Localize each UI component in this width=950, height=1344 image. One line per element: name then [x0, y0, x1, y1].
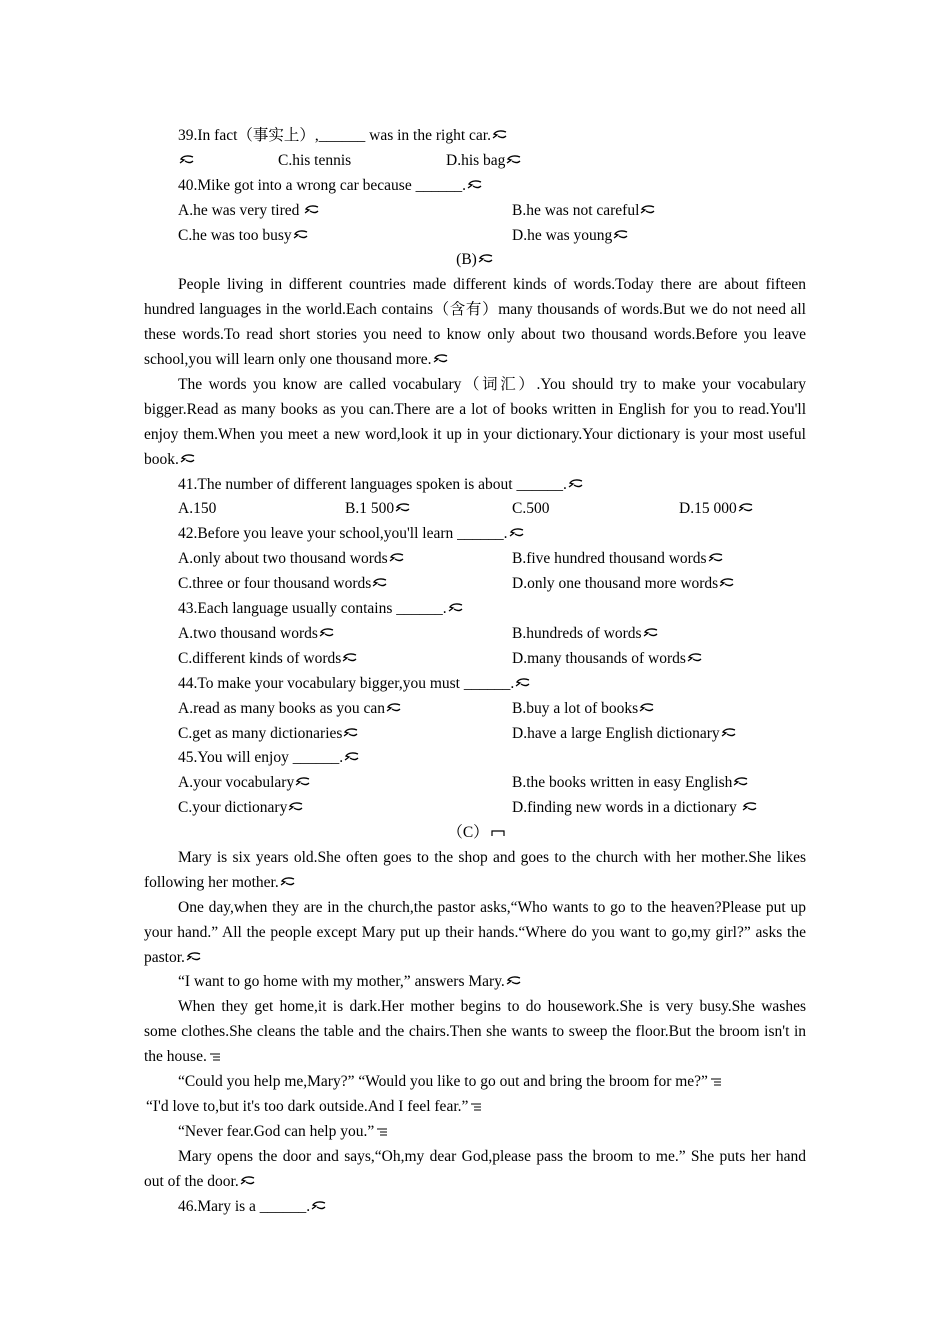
line-break-mark-icon [179, 155, 195, 165]
paragraph-mark-icon [710, 1076, 722, 1086]
question-43-stem: 43.Each language usually contains ______. [144, 597, 806, 622]
option-d: D.finding new words in a dictionary [512, 796, 758, 821]
option-c: C.500 [512, 500, 550, 518]
question-45-options-row1 [144, 771, 806, 796]
line-break-mark-icon [186, 952, 202, 962]
empty-option-mark [178, 149, 195, 174]
passage-b-paragraph-1: People living in different countries made different kinds of words.Today there are about fifteen hundred languages in the world.Each contains（含有）many thousands of words.But we do not need all these words.To read short stories you need to know only about two thousand words.Before you leave school,you will learn only one thousand more. [144, 276, 806, 369]
document-page [144, 124, 806, 1220]
line-break-mark-icon [293, 230, 309, 240]
question-40-options-row1 [144, 199, 806, 224]
passage-b-paragraph-2: The words you know are called vocabulary（词汇）.You should try to make your vocabulary bigger.Read as many books as you can.There are a lot of books written in English for you to read.You'll enjoy them.When you meet a new word,look it up in your dictionary.Your dictionary is your most useful book. [144, 375, 806, 468]
passage-c-paragraph-6: “I'd love to,but it's too dark outside.And I feel fear.” [144, 1095, 806, 1120]
question-40-stem: 40.Mike got into a wrong car because ______. [144, 174, 806, 199]
line-break-mark-icon [395, 503, 411, 513]
option-c: C.your dictionary [178, 796, 304, 821]
line-break-mark-icon [389, 553, 405, 563]
line-break-mark-icon [719, 578, 735, 588]
line-break-mark-icon [180, 454, 196, 464]
question-44-stem: 44.To make your vocabulary bigger,you must ______. [144, 672, 806, 697]
line-break-mark-icon [506, 976, 522, 986]
question-39-options [144, 149, 806, 174]
line-break-mark-icon [343, 728, 359, 738]
line-break-mark-icon [687, 653, 703, 663]
section-c-heading: （C） [144, 821, 806, 846]
option-b: B.buy a lot of books [512, 697, 655, 722]
paragraph-mark-icon [209, 1051, 221, 1061]
option-c: C.different kinds of words [178, 647, 358, 672]
question-41-stem: 41.The number of different languages spoken is about ______. [144, 473, 806, 498]
option-b: B.five hundred thousand words [512, 547, 724, 572]
option-d: D.his bag [446, 149, 522, 174]
question-44-options-row2 [144, 722, 806, 747]
line-break-mark-icon [478, 254, 494, 264]
paragraph-mark-icon [470, 1101, 482, 1111]
line-break-mark-icon [721, 728, 737, 738]
option-c: C.get as many dictionaries [178, 722, 359, 747]
question-41-options [144, 497, 806, 522]
line-break-mark-icon [448, 603, 464, 613]
paragraph-mark-icon [376, 1126, 388, 1136]
passage-c-paragraph-3: “I want to go home with my mother,” answers Mary. [144, 970, 806, 995]
question-42-options-row2 [144, 572, 806, 597]
line-break-mark-icon [342, 653, 358, 663]
question-43-options-row1 [144, 622, 806, 647]
section-break-mark-icon [491, 827, 503, 837]
line-break-mark-icon [738, 503, 754, 513]
line-break-mark-icon [240, 1176, 256, 1186]
line-break-mark-icon [708, 553, 724, 563]
passage-c-paragraph-7: “Never fear.God can help you.” [144, 1120, 806, 1145]
question-39-stem: 39.In fact（事实上）,______ was in the right car. [144, 124, 806, 149]
line-break-mark-icon [304, 205, 320, 215]
line-break-mark-icon [319, 628, 335, 638]
option-d: D.many thousands of words [512, 647, 703, 672]
question-43-options-row2 [144, 647, 806, 672]
question-45-stem: 45.You will enjoy ______. [144, 746, 806, 771]
line-break-mark-icon [568, 479, 584, 489]
line-break-mark-icon [311, 1201, 327, 1211]
line-break-mark-icon [344, 752, 360, 762]
option-d: D.only one thousand more words [512, 572, 735, 597]
line-break-mark-icon [509, 528, 525, 538]
line-break-mark-icon [613, 230, 629, 240]
question-42-options-row1 [144, 547, 806, 572]
line-break-mark-icon [492, 130, 508, 140]
line-break-mark-icon [288, 802, 304, 812]
line-break-mark-icon [467, 180, 483, 190]
line-break-mark-icon [295, 777, 311, 787]
option-b: B.1 500 [345, 497, 411, 522]
line-break-mark-icon [433, 354, 449, 364]
option-a: A.two thousand words [178, 622, 335, 647]
line-break-mark-icon [733, 777, 749, 787]
option-a: A.only about two thousand words [178, 547, 405, 572]
section-b-heading: (B) [144, 248, 806, 273]
option-b: B.the books written in easy English [512, 771, 749, 796]
line-break-mark-icon [506, 155, 522, 165]
question-45-options-row2 [144, 796, 806, 821]
option-a: A.your vocabulary [178, 771, 311, 796]
line-break-mark-icon [639, 703, 655, 713]
option-a: A.150 [178, 500, 217, 518]
option-d: D.have a large English dictionary [512, 722, 737, 747]
option-b: B.he was not careful [512, 199, 656, 224]
line-break-mark-icon [640, 205, 656, 215]
option-c: C.he was too busy [178, 224, 309, 249]
passage-c-paragraph-8: Mary opens the door and says,“Oh,my dear God,please pass the broom to me.” She puts her hand out of the door. [144, 1147, 806, 1190]
option-a: A.he was very tired [178, 199, 320, 224]
line-break-mark-icon [742, 802, 758, 812]
question-44-options-row1 [144, 697, 806, 722]
passage-c-paragraph-2: One day,when they are in the church,the pastor asks,“Who wants to go to the heaven?Please put up your hand.” All the people except Mary put up their hands.“Where do you want to go,my girl?” asks the pastor. [144, 898, 806, 966]
option-a: A.read as many books as you can [178, 697, 402, 722]
line-break-mark-icon [372, 578, 388, 588]
passage-c-paragraph-4: When they get home,it is dark.Her mother begins to do housework.She is very busy.She washes some clothes.She cleans the table and the chairs.Then she wants to sweep the floor.But the broom isn't in the house. [144, 998, 806, 1066]
option-c: C.three or four thousand words [178, 572, 388, 597]
question-46-stem: 46.Mary is a ______. [144, 1195, 806, 1220]
line-break-mark-icon [280, 877, 296, 887]
line-break-mark-icon [515, 678, 531, 688]
line-break-mark-icon [386, 703, 402, 713]
option-b: B.hundreds of words [512, 622, 659, 647]
question-40-options-row2 [144, 224, 806, 249]
passage-c-paragraph-1: Mary is six years old.She often goes to the shop and goes to the church with her mother.She likes following her mother. [144, 848, 806, 891]
option-d: D.15 000 [679, 497, 754, 522]
option-c: C.his tennis [278, 151, 352, 169]
line-break-mark-icon [643, 628, 659, 638]
passage-c-paragraph-5: “Could you help me,Mary?” “Would you like to go out and bring the broom for me?” [144, 1070, 806, 1095]
option-d: D.he was young [512, 224, 629, 249]
question-42-stem: 42.Before you leave your school,you'll learn ______. [144, 522, 806, 547]
